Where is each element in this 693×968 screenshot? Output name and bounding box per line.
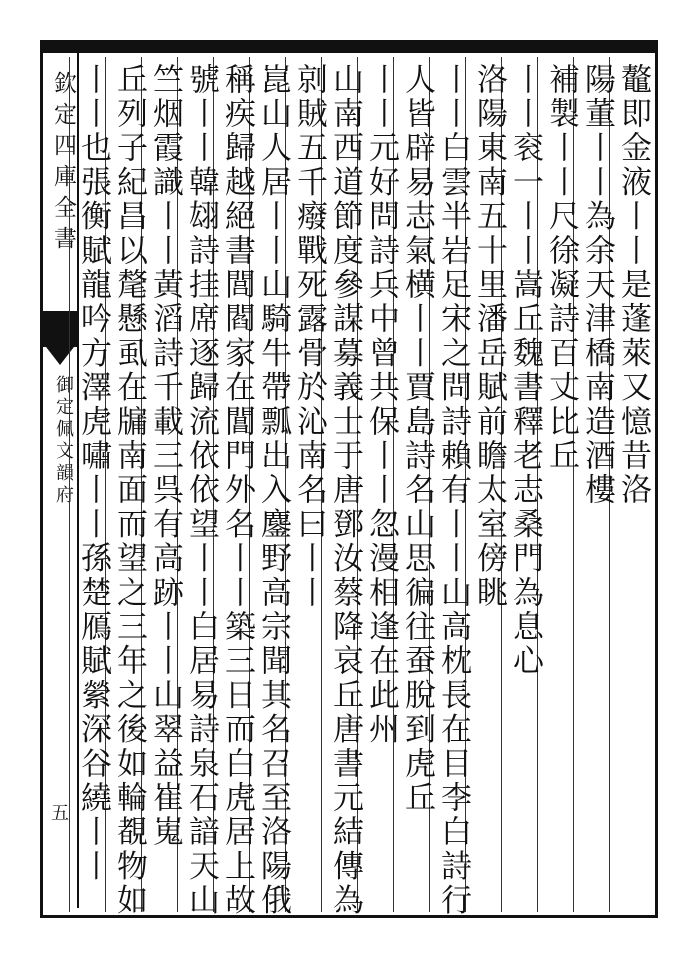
- text-column: 洛陽東南五十里潘岳賦前瞻太室傍眺: [465, 57, 511, 912]
- text-column: 竺烟霞識丨丨黃滔詩千載三呉有高跡丨丨山翠益崔嵬: [141, 57, 187, 912]
- text-column: 丨丨衮一丨丨嵩丘魏書釋老志桑門為息心: [501, 57, 547, 912]
- volume-title: 御定佩文韻府: [53, 375, 74, 507]
- text-column: 補製丨丨尺徐凝詩百丈比丘: [537, 57, 583, 912]
- text-column: 丨丨元好問詩兵中曾共保丨丨忽漫相逢在此州: [357, 57, 403, 912]
- text-column: 丨丨也張衡賦龍吟方澤虎嘯丨丨孫楚鴈賦縈深谷繞丨丨: [69, 57, 115, 912]
- text-column: 陽董丨丨為余天津橋南造酒樓: [573, 57, 619, 912]
- text-column: 丘列子紀昌以氂懸虱在牖南面而望之三年之後如輪覩物如: [105, 57, 151, 912]
- text-column: 鼇即金液丨丨是蓬萊又憶昔洛: [609, 57, 655, 912]
- text-column: 丨丨白雲半岩足宋之問詩賴有丨丨山高枕長在目李白詩行: [429, 57, 475, 912]
- text-body: [75, 57, 655, 918]
- page-frame: [40, 40, 658, 918]
- text-column: 剠賊五千癈戰死露骨於沁南名曰丨丨: [285, 57, 331, 912]
- top-rule: [43, 43, 655, 53]
- text-column: 山南西道節度參謀募義士于唐鄧汝蔡降哀丘唐書元結傳為: [321, 57, 367, 912]
- book-title: 欽定四庫全書: [50, 71, 76, 257]
- text-column: 號丨丨韓翃詩挂席逐歸流依依望丨丨白居易詩泉石諳天山: [177, 57, 223, 912]
- page-number: 五: [51, 803, 69, 824]
- text-column: 崑山人居丨丨山騎牛帶瓢出入鏖野高宗聞其名召至洛陽俄: [249, 57, 295, 912]
- text-column: 稱疾歸越絕書閭閻家在閶門外名丨丨築三日而白虎居上故: [213, 57, 259, 912]
- text-column: 人皆辟易志氣横丨丨賈島詩名山思徧往蚕脫到虎丘: [393, 57, 439, 912]
